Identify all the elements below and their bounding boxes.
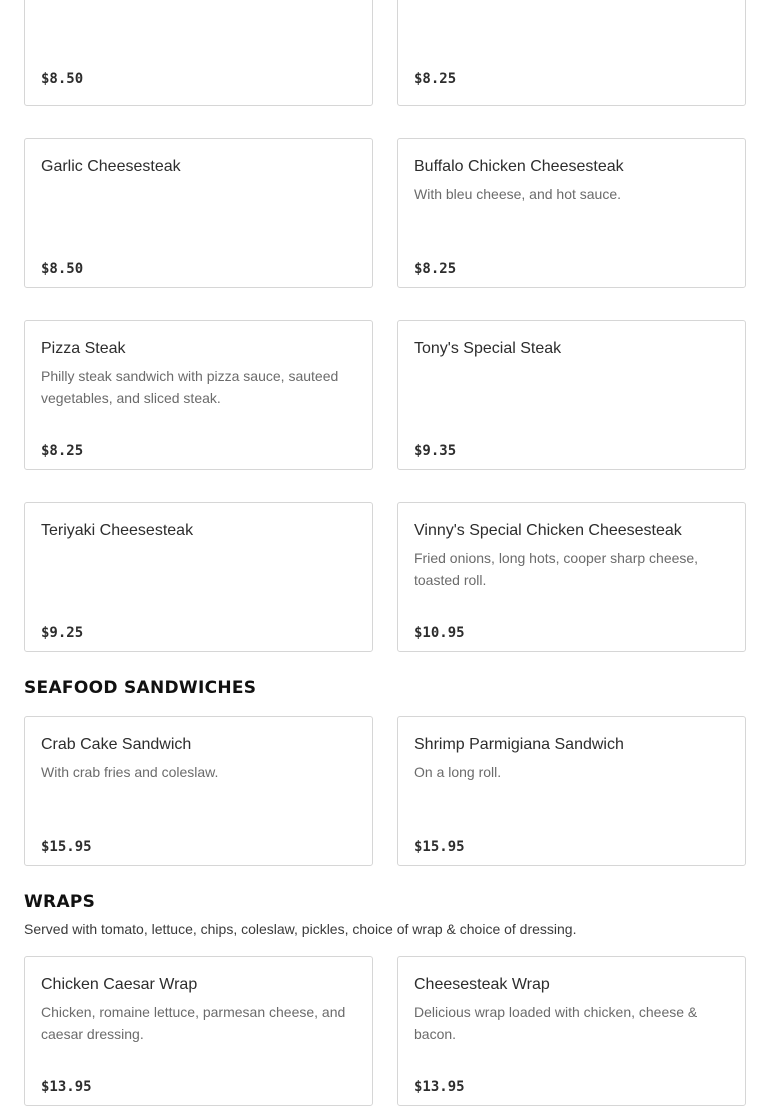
item-description: Philly steak sandwich with pizza sauce, sauteed vegetables, and sliced steak. [41, 368, 339, 406]
menu-item-card[interactable] [24, 502, 373, 652]
item-description: Delicious wrap loaded with chicken, cheese & bacon. [414, 1004, 698, 1042]
section-title-seafood: SEAFOOD SANDWICHES [24, 678, 257, 698]
item-price: $15.95 [414, 839, 465, 855]
item-price: $10.95 [414, 625, 465, 641]
item-name: Vinny's Special Chicken Cheesesteak [414, 522, 682, 539]
menu-item-card[interactable] [397, 138, 746, 288]
menu-item-card[interactable] [397, 956, 746, 1106]
item-name: Garlic Cheesesteak [41, 158, 181, 175]
item-name: Crab Cake Sandwich [41, 736, 192, 753]
item-price: $13.95 [41, 1079, 92, 1095]
item-name: Chicken Caesar Wrap [41, 976, 198, 993]
menu-item-card[interactable] [397, 320, 746, 470]
item-description: Chicken, romaine lettuce, parmesan cheese, and caesar dressing. [41, 1004, 346, 1042]
item-name: Tony's Special Steak [414, 340, 562, 357]
item-price: $9.35 [414, 443, 457, 459]
item-name: Buffalo Chicken Cheesesteak [414, 158, 624, 175]
item-description: Fried onions, long hots, cooper sharp cheese, toasted roll. [414, 550, 699, 588]
item-price: $8.25 [414, 71, 457, 87]
menu-item-card[interactable] [24, 716, 373, 866]
item-price: $8.50 [41, 261, 84, 277]
menu-item-card[interactable] [397, 502, 746, 652]
item-name: Cheesesteak Wrap [414, 976, 550, 993]
item-price: $8.25 [41, 443, 84, 459]
menu-item-card[interactable] [24, 0, 373, 106]
section-description-wraps: Served with tomato, lettuce, chips, coleslaw, pickles, choice of wrap & choice of dressing. [24, 921, 577, 937]
item-name: Teriyaki Cheesesteak [41, 522, 194, 539]
menu-item-card[interactable] [397, 0, 746, 106]
item-name: Pizza Steak [41, 340, 126, 357]
menu-item-card[interactable] [397, 716, 746, 866]
item-description: With bleu cheese, and hot sauce. [414, 186, 622, 202]
section-title-wraps: WRAPS [24, 892, 96, 912]
menu-item-card[interactable] [24, 320, 373, 470]
menu-item-card[interactable] [24, 956, 373, 1106]
item-description: With crab fries and coleslaw. [41, 764, 219, 780]
item-name: Shrimp Parmigiana Sandwich [414, 736, 624, 753]
item-price: $9.25 [41, 625, 84, 641]
menu-item-card[interactable] [24, 138, 373, 288]
item-price: $15.95 [41, 839, 92, 855]
item-price: $13.95 [414, 1079, 465, 1095]
item-price: $8.25 [414, 261, 457, 277]
item-description: On a long roll. [414, 764, 502, 780]
item-price: $8.50 [41, 71, 84, 87]
